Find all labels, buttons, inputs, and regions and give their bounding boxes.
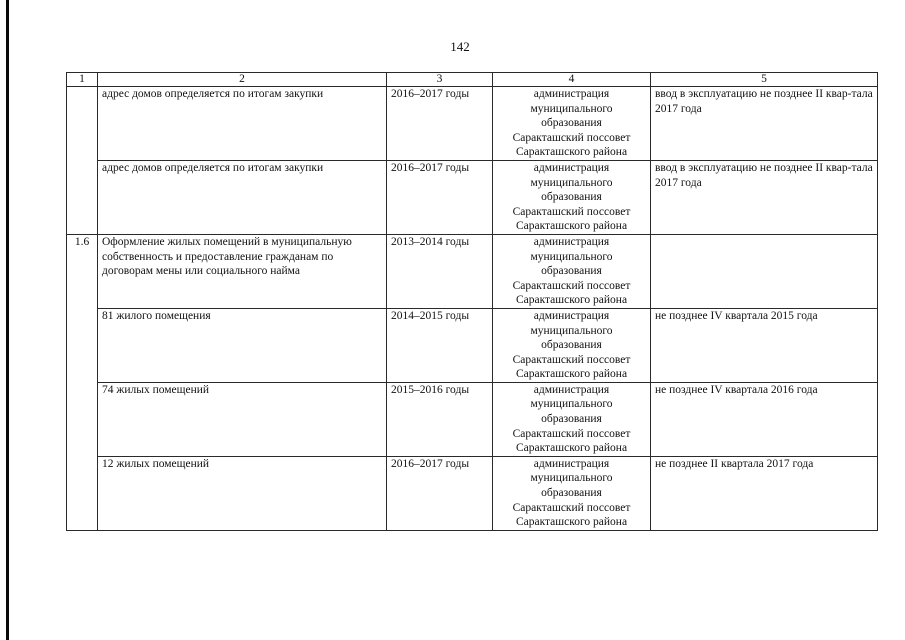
executor-line: Саракташский поссовет <box>512 131 631 144</box>
description-cell: 81 жилого помещения <box>98 308 387 382</box>
executor-line: муниципального <box>530 102 613 115</box>
executor-line: муниципального <box>530 250 613 263</box>
executor-line: Саракташского района <box>515 146 628 159</box>
table-row <box>67 160 878 234</box>
result-cell: ввод в эксплуатацию не позднее II квар-тала 2017 года <box>651 160 878 234</box>
executor-line: муниципального <box>530 472 613 485</box>
executor-line: образования <box>541 265 602 278</box>
description-cell: 12 жилых помещений <box>98 456 387 530</box>
executor-line: образования <box>541 413 602 426</box>
executor-line: Саракташского района <box>515 442 628 455</box>
result-cell: не позднее II квартала 2017 года <box>651 456 878 530</box>
result-cell <box>651 234 878 308</box>
period-cell: 2016–2017 годы <box>387 160 493 234</box>
description-cell: 74 жилых помещений <box>98 382 387 456</box>
executor-cell <box>493 308 651 382</box>
executor-line: администрация <box>533 161 610 174</box>
period-cell: 2015–2016 годы <box>387 382 493 456</box>
executor-line: Саракташский поссовет <box>512 353 631 366</box>
description-cell: адрес домов определяется по итогам закупки <box>98 87 387 161</box>
executor-line: Саракташского района <box>515 220 628 233</box>
executor-line: образования <box>541 339 602 352</box>
executor-line: администрация <box>533 383 610 396</box>
page-number: 142 <box>450 39 470 54</box>
executor-line: Саракташского района <box>515 368 628 381</box>
executor-line: муниципального <box>530 398 613 411</box>
executor-cell <box>493 160 651 234</box>
header-col-4: 4 <box>493 73 651 87</box>
table-row <box>67 382 878 456</box>
executor-line: Саракташского района <box>515 516 628 529</box>
executor-line: Саракташского района <box>515 294 628 307</box>
executor-line: образования <box>541 191 602 204</box>
header-col-5: 5 <box>651 73 878 87</box>
executor-line: Саракташский поссовет <box>512 427 631 440</box>
executor-line: Саракташский поссовет <box>512 501 631 514</box>
plan-table <box>66 72 878 531</box>
period-cell: 2014–2015 годы <box>387 308 493 382</box>
result-cell: ввод в эксплуатацию не позднее II квар-тала 2017 года <box>651 87 878 161</box>
executor-cell <box>493 456 651 530</box>
table-row <box>67 234 878 308</box>
description-cell: Оформление жилых помещений в муниципальную собственность и предоставление гражданам по договорам мены или социального найма <box>98 234 387 308</box>
executor-line: Саракташский поссовет <box>512 279 631 292</box>
executor-cell <box>493 382 651 456</box>
table-row <box>67 87 878 161</box>
executor-line: администрация <box>533 235 610 248</box>
executor-line: Саракташский поссовет <box>512 205 631 218</box>
result-cell: не позднее IV квартала 2015 года <box>651 308 878 382</box>
executor-line: муниципального <box>530 176 613 189</box>
executor-line: образования <box>541 487 602 500</box>
scan-edge-line <box>6 0 9 640</box>
table-row <box>67 308 878 382</box>
executor-line: администрация <box>533 88 610 100</box>
table-header-row <box>67 73 878 87</box>
header-col-1: 1 <box>67 73 98 87</box>
executor-line: администрация <box>533 457 610 470</box>
period-cell: 2016–2017 годы <box>387 456 493 530</box>
period-cell: 2016–2017 годы <box>387 87 493 161</box>
header-col-2: 2 <box>98 73 387 87</box>
executor-line: образования <box>541 117 602 130</box>
row-number-cell <box>67 87 98 235</box>
result-cell: не позднее IV квартала 2016 года <box>651 382 878 456</box>
executor-cell <box>493 87 651 161</box>
executor-line: администрация <box>533 309 610 322</box>
description-cell: адрес домов определяется по итогам закупки <box>98 160 387 234</box>
executor-cell <box>493 234 651 308</box>
header-col-3: 3 <box>387 73 493 87</box>
executor-line: муниципального <box>530 324 613 337</box>
period-cell: 2013–2014 годы <box>387 234 493 308</box>
row-number-cell: 1.6 <box>67 234 98 530</box>
table-row <box>67 456 878 530</box>
